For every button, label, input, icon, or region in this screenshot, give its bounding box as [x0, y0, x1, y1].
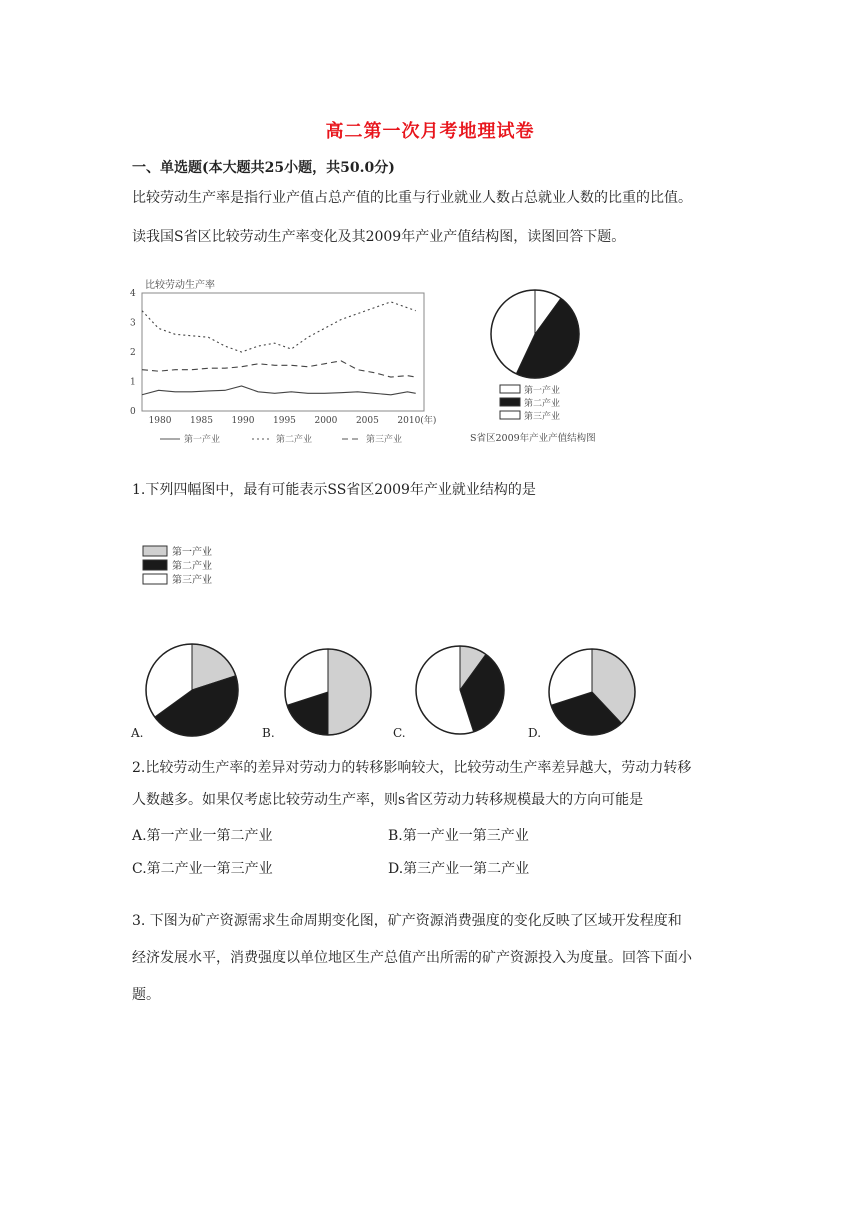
q2-option-d[interactable]: D.第三产业一第二产业: [388, 861, 530, 877]
series-line-1: [142, 386, 416, 395]
plot-frame: [142, 293, 424, 411]
legend-label: 第二产业: [276, 435, 313, 445]
q1-legend-label: 第一产业: [172, 547, 212, 558]
pie-legend-label: 第一产业: [524, 386, 561, 396]
pie-legend-swatch: [500, 398, 520, 406]
series-line-3: [142, 361, 416, 377]
pie-legend-swatch: [500, 385, 520, 393]
q2-option-a[interactable]: A.第一产业一第二产业: [132, 828, 273, 844]
pie-chart: [470, 280, 640, 450]
x-tick-label: 2010(年): [397, 416, 437, 426]
legend-label: 第三产业: [366, 435, 403, 445]
option-b-slice-1: [328, 649, 371, 735]
question-2-line-1: 2.比较劳动生产率的差异对劳动力的转移影响较大，比较劳动生产率差异越大，劳动力转移: [132, 760, 692, 776]
x-tick-label: 2000: [314, 416, 338, 426]
question-3-line-1: 3. 下图为矿产资源需求生命周期变化图，矿产资源消费强度的变化反映了区域开发程度和: [132, 913, 682, 929]
pie-legend-label: 第三产业: [524, 412, 561, 422]
line-chart: [120, 276, 460, 452]
y-tick-label: 3: [130, 318, 136, 329]
q1-legend: [140, 543, 240, 593]
q2-option-b[interactable]: B.第一产业一第三产业: [388, 828, 529, 844]
q2-option-c[interactable]: C.第二产业一第三产业: [132, 861, 273, 877]
x-tick-label: 1980: [148, 416, 172, 426]
y-tick-label: 4: [130, 289, 136, 299]
line-chart-title: 比较劳动生产率: [145, 280, 215, 291]
x-tick-label: 1990: [231, 416, 255, 426]
y-tick-label: 1: [130, 377, 136, 388]
section-heading: 一、单选题(本大题共25小题，共50.0分): [132, 160, 395, 176]
page-title: 高二第一次月考地理试卷: [325, 121, 535, 142]
x-tick-label: 1995: [273, 416, 296, 426]
option-label-a[interactable]: A.: [131, 726, 144, 740]
option-label-c[interactable]: C.: [393, 726, 406, 740]
intro-line-2: 读我国S省区比较劳动生产率变化及其2009年产业产值结构图，读图回答下题。: [132, 229, 626, 245]
option-label-d[interactable]: D.: [528, 726, 542, 740]
x-tick-label: 2005: [355, 416, 379, 426]
question-3-line-3: 题。: [132, 987, 160, 1003]
question-1: 1.下列四幅图中，最有可能表示SS省区2009年产业就业结构的是: [132, 482, 536, 498]
series-line-2: [142, 302, 416, 352]
legend-label: 第一产业: [184, 435, 221, 445]
q1-legend-swatch: [143, 574, 167, 584]
x-tick-label: 1985: [190, 416, 213, 426]
pie-legend-swatch: [500, 411, 520, 419]
q1-legend-label: 第三产业: [172, 575, 212, 586]
intro-line-1: 比较劳动生产率是指行业产值占总产值的比重与行业就业人数占总就业人数的比重的比值。: [132, 190, 692, 206]
q1-legend-swatch: [143, 560, 167, 570]
question-3-line-2: 经济发展水平，消费强度以单位地区生产总值产出所需的矿产资源投入为度量。回答下面小: [132, 950, 692, 966]
option-label-b[interactable]: B.: [262, 726, 275, 740]
y-tick-label: 0: [130, 407, 136, 417]
question-2-line-2: 人数越多。如果仅考虑比较劳动生产率，则s省区劳动力转移规模最大的方向可能是: [132, 792, 644, 808]
q1-options: [120, 640, 660, 745]
q1-legend-swatch: [143, 546, 167, 556]
q1-legend-label: 第二产业: [172, 561, 212, 572]
pie-legend-label: 第二产业: [524, 399, 561, 409]
pie-caption: S省区2009年产业产值结构图: [470, 433, 596, 444]
y-tick-label: 2: [130, 348, 136, 358]
